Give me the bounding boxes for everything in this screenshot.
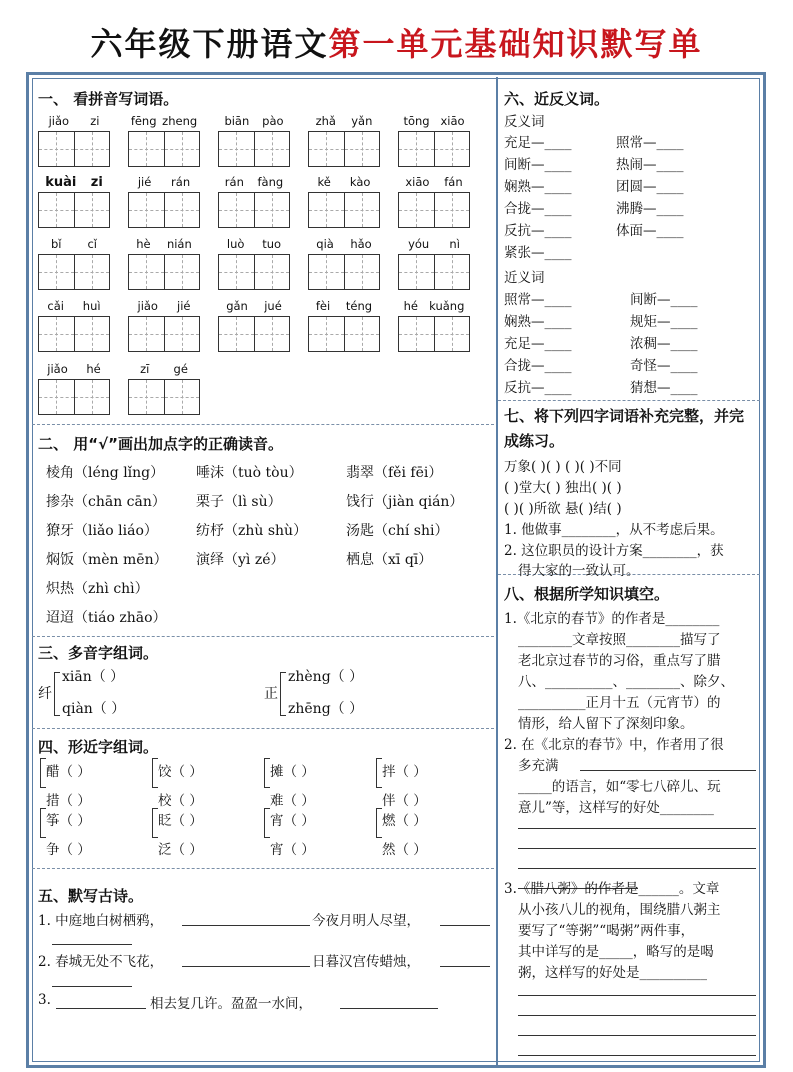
writing-boxes[interactable]: [128, 316, 200, 352]
writing-cell[interactable]: [399, 317, 435, 351]
answer-blank[interactable]: [580, 770, 756, 771]
writing-cell[interactable]: [399, 255, 435, 289]
answer-blank[interactable]: [440, 925, 490, 926]
antonym-item: 合拢—____: [504, 201, 572, 217]
pinyin-label: [398, 299, 470, 313]
fill-line: _____的语言，如“零七八碎儿、玩: [518, 779, 721, 795]
pronunciation-item: 汤匙（chí shi）: [346, 523, 449, 539]
fill-line: 1.《北京的春节》的作者是________: [504, 611, 720, 627]
synonym-item: 照常—____: [504, 292, 572, 308]
similar-char-item: 燃（ ）: [382, 813, 427, 829]
similar-char-item: 伴（ ）: [382, 793, 427, 809]
section-7-title-cont: 成练习。: [504, 432, 565, 450]
pinyin-syllable: kào: [349, 175, 371, 189]
similar-char-item: 醋（ ）: [46, 764, 91, 780]
writing-cell[interactable]: [75, 132, 110, 166]
section-3-title: 三、多音字组词。: [38, 644, 159, 662]
synonym-item: 合拢—____: [504, 358, 572, 374]
answer-blank[interactable]: [56, 1008, 146, 1009]
synonym-item: 规矩—____: [630, 314, 698, 330]
writing-boxes[interactable]: [218, 131, 290, 167]
answer-blank[interactable]: [52, 944, 132, 945]
pinyin-syllable: kuài: [45, 175, 77, 190]
pronunciation-item: 演绎（yì zé）: [196, 552, 285, 568]
answer-blank[interactable]: [518, 1055, 756, 1056]
answer-blank[interactable]: [182, 966, 310, 967]
writing-cell[interactable]: [399, 193, 435, 227]
pinyin-syllable: jié: [177, 299, 191, 313]
pinyin-label: [218, 237, 290, 251]
fill-line: 粥，这样写的好处是__________: [518, 965, 707, 981]
column-divider: [496, 77, 498, 1065]
pinyin-syllable: fēng: [130, 114, 157, 128]
writing-boxes[interactable]: [128, 131, 200, 167]
fill-line: 要写了“等粥”“喝粥”两件事，: [518, 923, 695, 939]
title-grade: 六年级下册语文: [90, 25, 329, 63]
brace: [280, 672, 286, 716]
poem-line: 3.: [38, 992, 51, 1008]
pinyin-syllable: xiāo: [405, 175, 430, 189]
pinyin-syllable: pào: [262, 114, 284, 128]
antonym-item: 团圆—____: [616, 179, 684, 195]
pinyin-syllable: kě: [317, 175, 331, 189]
answer-blank[interactable]: [518, 868, 756, 869]
similar-char-item: 筝（ ）: [46, 813, 91, 829]
antonym-item: 照常—____: [616, 135, 684, 151]
poem-line: 日暮汉宫传蜡烛，: [312, 954, 420, 970]
synonym-item: 娴熟—____: [504, 314, 572, 330]
poem-line: 2. 春城无处不飞花，: [38, 954, 164, 970]
pinyin-syllable: jiǎo: [137, 299, 158, 313]
pinyin-label: [308, 175, 380, 189]
similar-char-item: 拌（ ）: [382, 764, 427, 780]
similar-char-item: 措（ ）: [46, 793, 91, 809]
poem-line: 相去复几许。盈盈一水间，: [150, 996, 312, 1012]
polyphone-reading: zhēng（ ）: [288, 701, 364, 717]
writing-cell[interactable]: [435, 132, 470, 166]
pinyin-syllable: yǎn: [351, 114, 373, 128]
writing-cell[interactable]: [129, 317, 165, 351]
similar-char-item: 宵（ ）: [270, 842, 315, 858]
pronunciation-item: 棱角（léng lǐng）: [46, 465, 165, 481]
divider: [32, 424, 494, 425]
writing-boxes[interactable]: [398, 254, 470, 290]
writing-cell[interactable]: [309, 317, 345, 351]
idiom-row: ( )( )所欲 悬( )结( ): [504, 501, 622, 517]
fill-line: 从小孩八儿的视角，围绕腊八粥主: [518, 902, 721, 918]
pinyin-label: [218, 299, 290, 313]
pinyin-syllable: tuo: [262, 237, 282, 251]
writing-cell[interactable]: [435, 317, 470, 351]
fill-line: 八、__________、________、除夕、: [518, 674, 734, 690]
antonym-item: 体面—____: [616, 223, 684, 239]
writing-cell[interactable]: [129, 380, 165, 414]
writing-cell[interactable]: [219, 193, 255, 227]
writing-boxes[interactable]: [38, 316, 110, 352]
writing-cell[interactable]: [219, 317, 255, 351]
writing-cell[interactable]: [255, 317, 290, 351]
writing-cell[interactable]: [165, 255, 200, 289]
pinyin-syllable: rán: [224, 175, 244, 189]
pinyin-label: [398, 175, 470, 189]
divider: [32, 868, 494, 869]
section-8-title: 八、根据所学知识填空。: [504, 585, 670, 603]
synonym-item: 猜想—____: [630, 380, 698, 396]
pinyin-syllable: jiǎo: [47, 362, 68, 376]
pinyin-syllable: zheng: [162, 114, 198, 128]
pinyin-syllable: qià: [316, 237, 334, 251]
pinyin-syllable: téng: [345, 299, 373, 313]
writing-cell[interactable]: [255, 255, 290, 289]
fill-line: 其中详写的是_____，略写的是喝: [518, 944, 714, 960]
writing-boxes[interactable]: [308, 316, 380, 352]
writing-cell[interactable]: [129, 132, 165, 166]
bracket: [152, 758, 158, 788]
pinyin-syllable: kuǎng: [429, 299, 465, 313]
writing-cell[interactable]: [309, 193, 345, 227]
similar-char-item: 饺（ ）: [158, 764, 203, 780]
fill-line: 情形，给人留下了深刻印象。: [518, 716, 694, 732]
pinyin-syllable: jié: [137, 175, 152, 189]
section-1-title: 一、 看拼音写词语。: [38, 90, 179, 108]
pinyin-syllable: biān: [224, 114, 250, 128]
writing-boxes[interactable]: [128, 192, 200, 228]
pinyin-label: [38, 114, 110, 128]
poem-line: 今夜月明人尽望，: [312, 913, 420, 929]
section-2-title: 二、 用“√”画出加点字的正确读音。: [38, 435, 283, 453]
pinyin-syllable: zhǎ: [315, 114, 336, 128]
fill-line: 多充满: [518, 758, 559, 774]
writing-cell[interactable]: [165, 380, 200, 414]
writing-cell[interactable]: [255, 193, 290, 227]
pinyin-label: [218, 175, 290, 189]
pinyin-syllable: fàng: [257, 175, 284, 189]
pinyin-syllable: gǎn: [226, 299, 248, 313]
divider: [32, 636, 494, 637]
writing-boxes[interactable]: [218, 254, 290, 290]
writing-boxes[interactable]: [38, 192, 110, 228]
synonym-label: 近义词: [504, 270, 545, 286]
pronunciation-item: 唾沫（tuò tòu）: [196, 465, 303, 481]
divider: [498, 400, 760, 401]
writing-boxes[interactable]: [308, 131, 380, 167]
pinyin-label: [128, 114, 200, 128]
poem-line: 1. 中庭地白树栖鸦，: [38, 913, 164, 929]
answer-blank[interactable]: [518, 828, 756, 829]
pinyin-syllable: jué: [264, 299, 282, 313]
pinyin-syllable: xiāo: [440, 114, 465, 128]
polyphone-reading: xiān（ ）: [62, 669, 125, 685]
writing-cell[interactable]: [39, 317, 75, 351]
answer-blank[interactable]: [340, 1008, 438, 1009]
answer-blank[interactable]: [518, 1035, 756, 1036]
page-title: [0, 24, 793, 64]
divider: [32, 728, 494, 729]
pronunciation-item: 迢迢（tiáo zhāo）: [46, 610, 167, 626]
writing-cell[interactable]: [345, 132, 380, 166]
fill-line: ________文章按照________描写了: [518, 632, 721, 648]
pinyin-label: [308, 237, 380, 251]
fill-line: 老北京过春节的习俗，重点写了腊: [518, 653, 721, 669]
pinyin-syllable: fèi: [315, 299, 331, 313]
pinyin-label: [398, 114, 470, 128]
synonym-item: 间断—____: [630, 292, 698, 308]
synonym-item: 奇怪—____: [630, 358, 698, 374]
bracket: [376, 808, 382, 838]
exercise-question: 得大家的一致认可。: [518, 563, 640, 579]
similar-char-item: 难（ ）: [270, 793, 315, 809]
writing-cell[interactable]: [399, 132, 435, 166]
pinyin-syllable: zi: [90, 175, 103, 190]
writing-cell[interactable]: [165, 132, 200, 166]
writing-cell[interactable]: [39, 132, 75, 166]
pinyin-syllable: zi: [90, 114, 100, 128]
pinyin-label: [128, 299, 200, 313]
pinyin-syllable: huì: [82, 299, 101, 313]
similar-char-item: 校（ ）: [158, 793, 203, 809]
writing-cell[interactable]: [255, 132, 290, 166]
pronunciation-item: 栗子（lì sù）: [196, 494, 282, 510]
pinyin-label: [38, 175, 110, 190]
answer-blank[interactable]: [518, 995, 756, 996]
fill-line: 2. 在《北京的春节》中，作者用了很: [504, 737, 724, 753]
pinyin-syllable: tōng: [403, 114, 430, 128]
pinyin-syllable: cǐ: [87, 237, 97, 251]
exercise-question: 1. 他做事________，从不考虑后果。: [504, 522, 724, 538]
writing-boxes[interactable]: [398, 131, 470, 167]
similar-char-item: 泛（ ）: [158, 842, 203, 858]
pronunciation-item: 炽热（zhì chì）: [46, 581, 149, 597]
similar-char-item: 宵（ ）: [270, 813, 315, 829]
pinyin-label: [398, 237, 470, 251]
pronunciation-item: 翡翠（fěi fēi）: [346, 465, 443, 481]
antonym-item: 沸腾—____: [616, 201, 684, 217]
writing-cell[interactable]: [39, 255, 75, 289]
pinyin-syllable: rán: [171, 175, 191, 189]
fill-line: 意儿”等，这样写的好处________: [518, 800, 714, 816]
synonym-item: 充足—____: [504, 336, 572, 352]
pinyin-syllable: fán: [444, 175, 463, 189]
polyphone-char: 纤: [38, 686, 52, 702]
writing-cell[interactable]: [129, 255, 165, 289]
pronunciation-item: 纺杼（zhù shù）: [196, 523, 308, 539]
pinyin-syllable: cǎi: [47, 299, 64, 313]
writing-cell[interactable]: [345, 317, 380, 351]
answer-blank[interactable]: [440, 966, 490, 967]
writing-cell[interactable]: [309, 255, 345, 289]
idiom-row: 万象( )( ) ( )( )不同: [504, 459, 622, 475]
pinyin-syllable: nì: [449, 237, 460, 251]
pinyin-label: [308, 114, 380, 128]
writing-boxes[interactable]: [398, 192, 470, 228]
writing-cell[interactable]: [129, 193, 165, 227]
answer-blank[interactable]: [52, 986, 132, 987]
pinyin-label: [218, 114, 290, 128]
writing-cell[interactable]: [435, 255, 470, 289]
bracket: [152, 808, 158, 838]
bracket: [264, 758, 270, 788]
idiom-row: ( )堂大( ) 独出( )( ): [504, 480, 622, 496]
pinyin-syllable: bǐ: [50, 237, 62, 251]
bracket: [40, 808, 46, 838]
pinyin-label: [128, 175, 200, 189]
section-4-title: 四、形近字组词。: [38, 738, 159, 756]
writing-boxes[interactable]: [38, 379, 110, 415]
pinyin-syllable: hé: [86, 362, 101, 376]
pinyin-label: [128, 362, 200, 376]
similar-char-item: 摊（ ）: [270, 764, 315, 780]
bracket: [376, 758, 382, 788]
writing-boxes[interactable]: [218, 192, 290, 228]
answer-blank[interactable]: [182, 925, 310, 926]
writing-boxes[interactable]: [128, 254, 200, 290]
writing-cell[interactable]: [345, 255, 380, 289]
antonym-item: 反抗—____: [504, 223, 572, 239]
section-7-title: 七、将下列四字词语补充完整，并完: [504, 407, 745, 425]
antonym-item: 紧张—____: [504, 245, 572, 261]
writing-cell[interactable]: [75, 255, 110, 289]
pinyin-syllable: luò: [226, 237, 245, 251]
bracket: [264, 808, 270, 838]
pronunciation-item: 焖饭（mèn mēn）: [46, 552, 168, 568]
pinyin-syllable: jiǎo: [48, 114, 70, 128]
pinyin-label: [128, 237, 200, 251]
writing-cell[interactable]: [39, 193, 75, 227]
writing-boxes[interactable]: [218, 316, 290, 352]
writing-boxes[interactable]: [308, 254, 380, 290]
fill-line: __________正月十五（元宵节）的: [518, 695, 721, 711]
answer-blank[interactable]: [518, 1015, 756, 1016]
pinyin-label: [38, 362, 110, 376]
title-unit: 第一单元基础知识默写单: [328, 25, 703, 63]
writing-boxes[interactable]: [128, 379, 200, 415]
similar-char-item: 然（ ）: [382, 842, 427, 858]
pinyin-syllable: hǎo: [350, 237, 372, 251]
polyphone-reading: zhèng（ ）: [288, 669, 364, 685]
writing-boxes[interactable]: [38, 131, 110, 167]
pronunciation-item: 掺杂（chān cān）: [46, 494, 166, 510]
pinyin-syllable: zī: [140, 362, 150, 376]
synonym-item: 反抗—____: [504, 380, 572, 396]
writing-cell[interactable]: [39, 380, 75, 414]
polyphone-reading: qiàn（ ）: [62, 701, 126, 717]
section-5-title: 五、默写古诗。: [38, 887, 144, 905]
antonym-item: 充足—____: [504, 135, 572, 151]
bracket: [40, 758, 46, 788]
writing-cell[interactable]: [219, 255, 255, 289]
pinyin-syllable: nián: [166, 237, 192, 251]
antonym-item: 娴熟—____: [504, 179, 572, 195]
pronunciation-item: 饯行（jiàn qián）: [346, 494, 464, 510]
similar-char-item: 眨（ ）: [158, 813, 203, 829]
pinyin-label: [38, 299, 110, 313]
writing-cell[interactable]: [75, 317, 110, 351]
writing-cell[interactable]: [75, 380, 110, 414]
pronunciation-item: 栖息（xī qī）: [346, 552, 433, 568]
writing-boxes[interactable]: [38, 254, 110, 290]
pinyin-label: [38, 237, 110, 251]
pinyin-syllable: yóu: [408, 237, 430, 251]
pinyin-syllable: hè: [136, 237, 151, 251]
writing-cell[interactable]: [165, 317, 200, 351]
pronunciation-item: 獠牙（liǎo liáo）: [46, 523, 158, 539]
pinyin-label: [308, 299, 380, 313]
writing-cell[interactable]: [345, 193, 380, 227]
antonym-label: 反义词: [504, 114, 545, 130]
writing-cell[interactable]: [435, 193, 470, 227]
similar-char-item: 争（ ）: [46, 842, 91, 858]
writing-cell[interactable]: [165, 193, 200, 227]
antonym-item: 热闹—____: [616, 157, 684, 173]
writing-cell[interactable]: [75, 193, 110, 227]
writing-boxes[interactable]: [398, 316, 470, 352]
writing-boxes[interactable]: [308, 192, 380, 228]
section-6-title: 六、近反义词。: [504, 90, 610, 108]
pinyin-syllable: hé: [403, 299, 418, 313]
writing-cell[interactable]: [309, 132, 345, 166]
answer-blank[interactable]: [518, 848, 756, 849]
synonym-item: 浓稠—____: [630, 336, 698, 352]
brace: [54, 672, 60, 716]
polyphone-char: 正: [264, 686, 278, 702]
pinyin-syllable: gé: [173, 362, 188, 376]
antonym-item: 间断—____: [504, 157, 572, 173]
exercise-question: 2. 这位职员的设计方案________，获: [504, 543, 724, 559]
fill-line: 3.《腊八粥》的作者是______。文章: [504, 881, 720, 897]
writing-cell[interactable]: [219, 132, 255, 166]
